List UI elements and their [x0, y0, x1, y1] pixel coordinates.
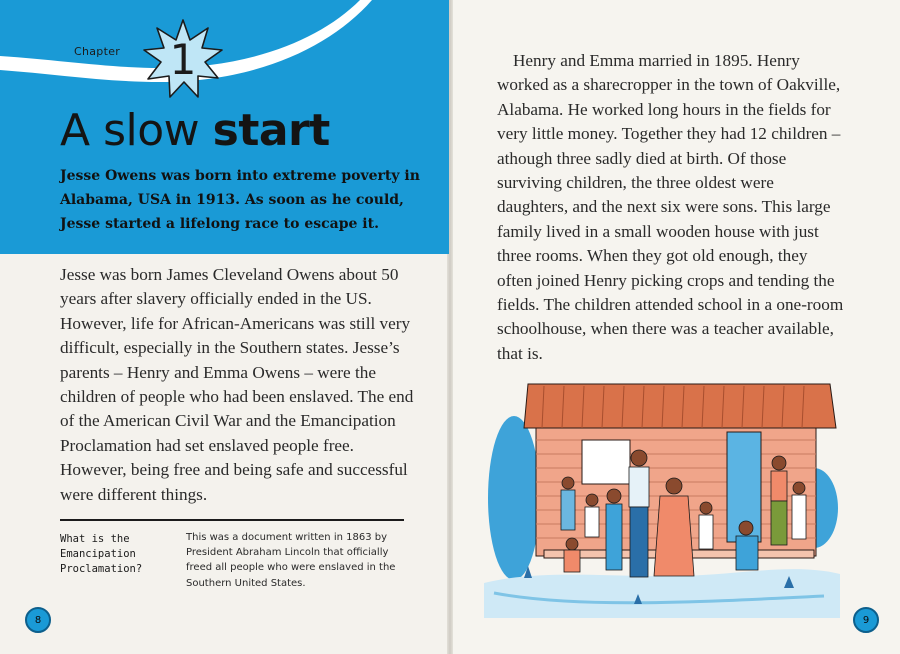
page-number-right: 9 — [853, 607, 879, 633]
chapter-intro: Jesse Owens was born into extreme poverty in Alabama, USA in 1913. As soon as he could, Jesse started a lifelong race to escape it. — [60, 168, 420, 232]
left-body-paragraph: Jesse was born James Cleveland Owens about 50 years after slavery officially ended in the US. However, life for African-Americans was still very difficult, especially in the Southern states. Jesse’s parents – Henry and Emma Owens – were the children of people who had been enslaved. The end of the American Civil War and the Emancipation Proclamation had set enslaved people free. However, being free and being safe and successful were different things. — [60, 265, 414, 504]
chapter-title — [60, 103, 330, 159]
page-number-left: 8 — [25, 607, 51, 633]
chapter-title-bold: start — [212, 105, 330, 156]
right-body-paragraph: Henry and Emma married in 1895. Henry worked as a sharecropper in the town of Oakville, Alabama. He worked long hours in the fields for very little money. Together they had 12 children – athough three sadly died at birth. Of those surviving children, the three oldest were daughters, and the next six were sons. This large family lived in a small wooden house with just three rooms. When they got old enough, they often joined Henry picking crops and tending the fields. The children attended school in a one-room schoolhouse, when there was a teacher available, that is. — [497, 51, 844, 363]
chapter-label: Chapter — [74, 45, 121, 58]
chapter-header-panel — [0, 0, 449, 254]
chapter-title-regular: A slow — [60, 105, 200, 156]
family-house-illustration — [484, 378, 840, 618]
glossary-definition: This was a document written in 1863 by President Abraham Lincoln that officially freed all people who were enslaved in the Southern United States. — [186, 532, 396, 589]
glossary-rule — [60, 519, 404, 521]
chapter-number: 1 — [169, 34, 197, 84]
glossary-term: What is the Emancipation Proclamation? — [60, 533, 143, 575]
